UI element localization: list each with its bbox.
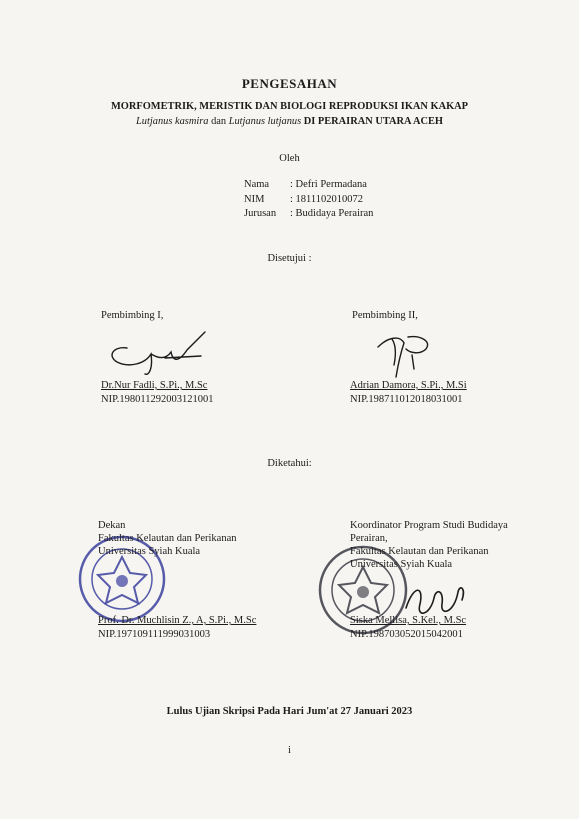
name-row: [244, 178, 373, 193]
nim-value: : 1811102010072: [290, 193, 364, 205]
major-value: : Budidaya Perairan: [290, 208, 374, 219]
major-label: Jurusan: [244, 208, 277, 219]
species-name-1: Lutjanus kasmira: [136, 116, 209, 127]
title-connector: dan: [208, 116, 229, 127]
page-title: PENGESAHAN: [241, 76, 338, 91]
advisor1-name: Dr.Nur Fadli, S.Pi., M.Sc: [101, 380, 208, 391]
by-label: Oleh: [279, 153, 300, 164]
name-value: : Defri Permadana: [290, 179, 367, 190]
major-row: [244, 207, 373, 222]
advisor1-role: Pembimbing I,: [101, 310, 164, 321]
nim-row: [244, 193, 373, 208]
dean-university: Universitas Syiah Kuala: [98, 546, 201, 557]
dean-role: Dekan: [98, 520, 126, 531]
nim-label: NIM: [244, 193, 265, 205]
advisor1-signature: [105, 328, 215, 378]
author-identity: [244, 178, 373, 222]
exam-statement: Lulus Ujian Skripsi Pada Hari Jum'at 27 Januari 2023: [166, 706, 413, 717]
title-location: DI PERAIRAN UTARA ACEH: [301, 116, 443, 127]
dean-name: Prof. Dr. Muchlisin Z., A, S.Pi., M.Sc: [98, 615, 257, 626]
advisor2-signature: [370, 325, 440, 380]
coordinator-university: Universitas Syiah Kuala: [350, 559, 453, 570]
thesis-title-line1: MORFOMETRIK, MERISTIK DAN BIOLOGI REPRODUKSI IKAN KAKAP: [110, 101, 469, 112]
coordinator-name: Siska Mellisa, S.Kel., M.Sc: [350, 615, 467, 626]
advisor2-role: Pembimbing II,: [352, 310, 418, 321]
advisor2-name: Adrian Damora, S.Pi., M.Si: [350, 380, 467, 391]
advisor1-nip: NIP.198011292003121001: [101, 394, 214, 405]
coordinator-nip: NIP.198703052015042001: [350, 629, 463, 640]
thesis-title-line2: [0, 116, 579, 127]
coordinator-role-line2: Perairan,: [350, 533, 388, 544]
coordinator-role-line1: Koordinator Program Studi Budidaya: [350, 520, 508, 531]
advisor2-nip: NIP.198711012018031001: [350, 394, 463, 405]
dean-faculty: Fakultas Kelautan dan Perikanan: [98, 533, 237, 544]
acknowledged-label: Diketahui:: [267, 458, 312, 469]
species-name-2: Lutjanus lutjanus: [228, 116, 302, 127]
name-label: Nama: [244, 179, 270, 190]
coordinator-faculty: Fakultas Kelautan dan Perikanan: [350, 546, 489, 557]
page-number: i: [288, 745, 291, 756]
dean-nip: NIP.197109111999031003: [98, 629, 211, 640]
approval-label: Disetujui :: [267, 253, 312, 264]
